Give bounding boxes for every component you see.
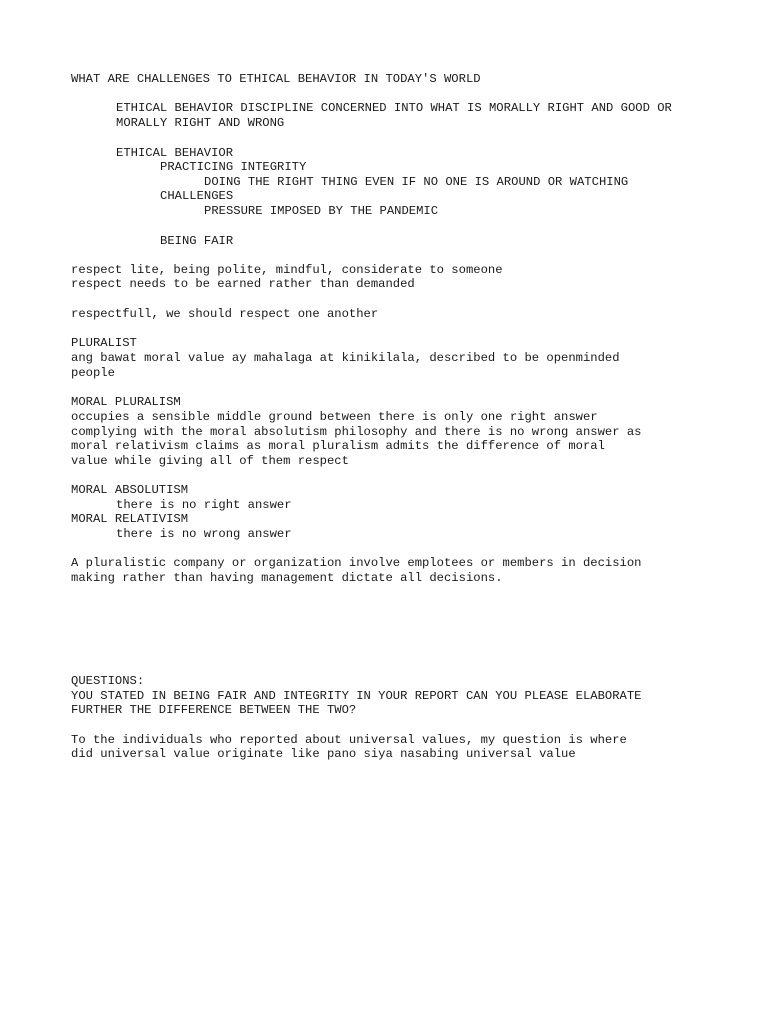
ethical-definition-line-1: ETHICAL BEHAVIOR DISCIPLINE CONCERNED INTO WHAT IS MORALLY RIGHT AND GOOD OR <box>116 101 672 115</box>
outline-integrity: PRACTICING INTEGRITY <box>160 160 307 174</box>
document-title: WHAT ARE CHALLENGES TO ETHICAL BEHAVIOR IN TODAY'S WORLD <box>71 72 481 86</box>
question-1-line-2: FURTHER THE DIFFERENCE BETWEEN THE TWO? <box>71 703 357 717</box>
question-2-line-2: did universal value originate like pano siya nasabing universal value <box>71 747 576 761</box>
moral-relativism-heading: MORAL RELATIVISM <box>71 512 189 526</box>
organization-line-1: A pluralistic company or organization involve emplotees or members in decision <box>71 556 642 570</box>
outline-being-fair: BEING FAIR <box>160 234 234 248</box>
moral-pluralism-line-3: moral relativism claims as moral pluralism admits the difference of moral <box>71 439 605 453</box>
respect-line-1: respect lite, being polite, mindful, considerate to someone <box>71 263 503 277</box>
moral-pluralism-heading: MORAL PLURALISM <box>71 395 181 409</box>
outline-integrity-detail: DOING THE RIGHT THING EVEN IF NO ONE IS AROUND OR WATCHING <box>204 175 629 189</box>
outline-heading: ETHICAL BEHAVIOR <box>116 146 234 160</box>
moral-absolutism-heading: MORAL ABSOLUTISM <box>71 483 189 497</box>
question-1-line-1: YOU STATED IN BEING FAIR AND INTEGRITY IN YOUR REPORT CAN YOU PLEASE ELABORATE <box>71 689 642 703</box>
ethical-definition-line-2: MORALLY RIGHT AND WRONG <box>116 116 285 130</box>
pluralist-heading: PLURALIST <box>71 336 137 350</box>
respectful-line: respectfull, we should respect one another <box>71 307 379 321</box>
outline-challenges: CHALLENGES <box>160 189 234 203</box>
question-2-line-1: To the individuals who reported about universal values, my question is where <box>71 733 627 747</box>
pluralist-line-1: ang bawat moral value ay mahalaga at kinikilala, described to be openminded <box>71 351 620 365</box>
outline-challenges-detail: PRESSURE IMPOSED BY THE PANDEMIC <box>204 204 439 218</box>
moral-pluralism-line-1: occupies a sensible middle ground between there is only one right answer <box>71 410 598 424</box>
respect-line-2: respect needs to be earned rather than demanded <box>71 277 415 291</box>
moral-relativism-detail: there is no wrong answer <box>116 527 292 541</box>
organization-line-2: making rather than having management dictate all decisions. <box>71 571 503 585</box>
moral-pluralism-line-4: value while giving all of them respect <box>71 454 349 468</box>
moral-absolutism-detail: there is no right answer <box>116 498 292 512</box>
pluralist-line-2: people <box>71 366 115 380</box>
questions-heading: QUESTIONS: <box>71 674 145 688</box>
moral-pluralism-line-2: complying with the moral absolutism philosophy and there is no wrong answer as <box>71 425 642 439</box>
